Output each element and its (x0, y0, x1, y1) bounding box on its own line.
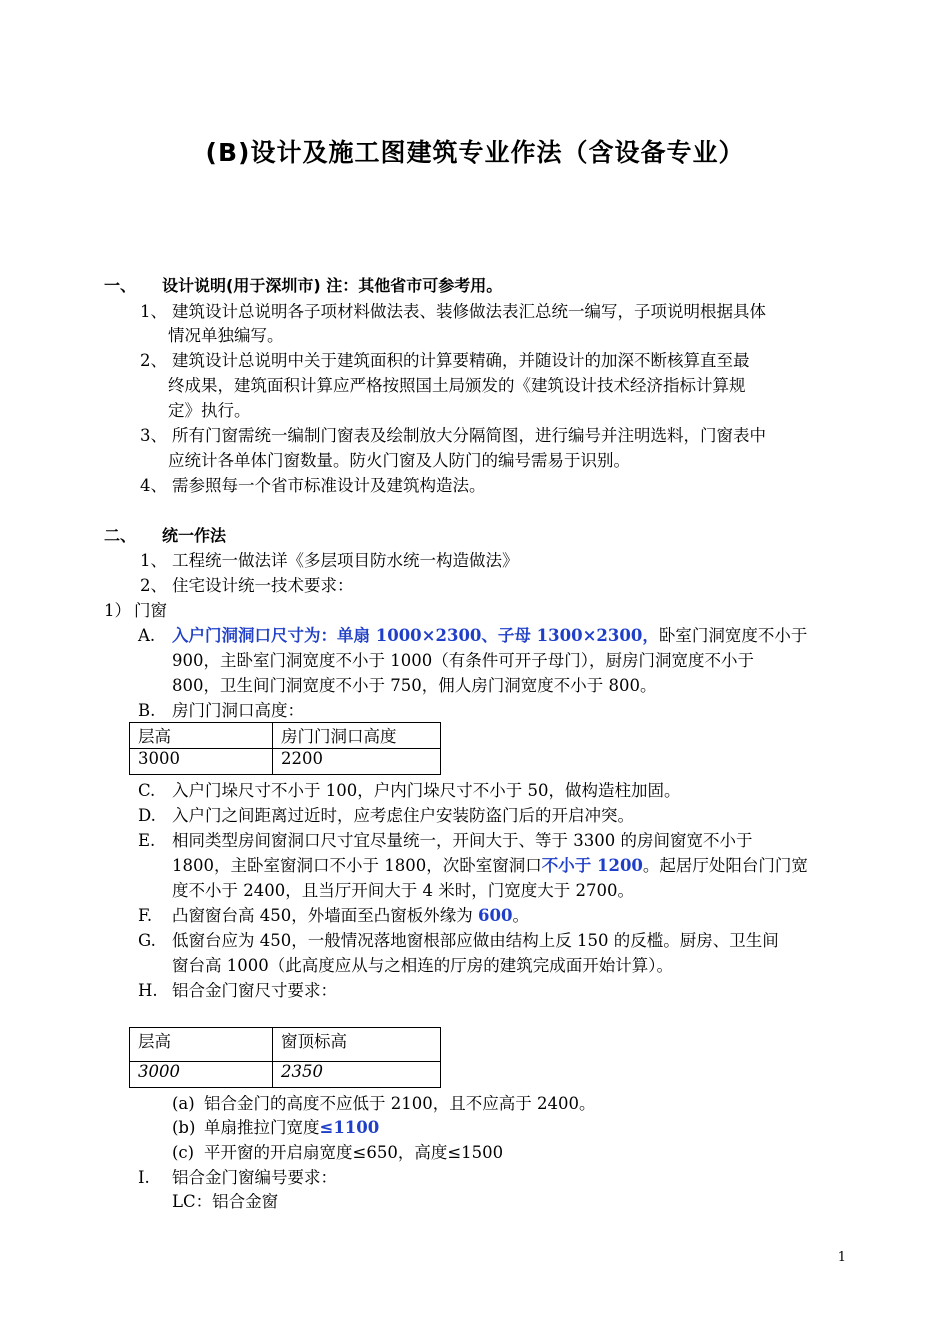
item-e-highlight: 不小于 1200 (541, 856, 643, 875)
s1-item-4-line-1: 需参照每一个省市标准设计及建筑构造法。 (172, 476, 486, 495)
item-c-label: C. (138, 781, 156, 800)
item-b-label: B. (138, 701, 156, 720)
item-i-text: 铝合金门窗编号要求： (172, 1168, 337, 1187)
item-i-label: I. (138, 1168, 150, 1187)
item-f-text (172, 904, 529, 928)
item-b-text: 房门门洞口高度： (172, 701, 304, 720)
table1-header-1: 层高 (130, 723, 273, 749)
item-f-text-end: 。 (512, 906, 529, 925)
s1-item-3-number: 3、 (140, 426, 167, 445)
section-2-number: 二、 (104, 526, 137, 545)
sub-c-label: (c) (172, 1143, 195, 1162)
item-i-line-2: LC：铝合金窗 (172, 1192, 279, 1211)
sub-b-text (204, 1116, 379, 1140)
item-f-highlight: 600 (477, 906, 513, 925)
item-g-line-2: 窗台高 1000（此高度应从与之相连的厅房的建筑完成面开始计算）。 (172, 956, 673, 975)
item-d-text: 入户门之间距离过近时，应考虑住户安装防盗门后的开启冲突。 (172, 806, 634, 825)
item-e-line-2 (172, 854, 808, 878)
item-a-line-1 (172, 624, 807, 648)
s2-item-1-text: 工程统一做法详《多层项目防水统一构造做法》 (172, 551, 519, 570)
s1-item-2-line-2: 终成果，建筑面积计算应严格按照国土局颁发的《建筑设计技术经济指标计算规 (168, 376, 746, 395)
s1-item-2-line-1: 建筑设计总说明中关于建筑面积的计算要精确，并随设计的加深不断核算直至最 (172, 351, 750, 370)
item-f-text-start: 凸窗窗台高 450，外墙面至凸窗板外缘为 (172, 906, 478, 925)
item-e-line-2-end: 。起居厅处阳台门门宽 (642, 856, 808, 875)
section-1-number: 一、 (104, 276, 137, 295)
sub-a-text: 铝合金门的高度不应低于 2100，且不应高于 2400。 (204, 1094, 596, 1113)
table1-header-2: 房门门洞口高度 (273, 723, 441, 749)
item-e-line-2-start: 1800，主卧室窗洞口不小于 1800，次卧室窗洞口 (172, 856, 542, 875)
item-h-label: H. (138, 981, 158, 1000)
item-a-label: A. (138, 626, 156, 645)
sub-b-label: (b) (172, 1118, 196, 1137)
item-g-label: G. (138, 931, 156, 950)
s1-item-1-line-1: 建筑设计总说明各子项材料做法表、装修做法表汇总统一编写，子项说明根据具体 (172, 302, 766, 321)
table2-header-1: 层高 (130, 1028, 273, 1062)
s2-item-1-number: 1、 (140, 551, 167, 570)
item-c-text: 入户门垛尺寸不小于 100，户内门垛尺寸不小于 50，做构造柱加固。 (172, 781, 681, 800)
s2-item-2-number: 2、 (140, 576, 167, 595)
item-a-line-1-rest: 卧室门洞宽度不小于 (658, 626, 808, 645)
s1-item-3-line-2: 应统计各单体门窗数量。防火门窗及人防门的编号需易于识别。 (168, 451, 630, 470)
item-a-line-2: 900，主卧室门洞宽度不小于 1000（有条件可开子母门），厨房门洞宽度不小于 (172, 651, 754, 670)
item-e-line-3: 度不小于 2400，且当厅开间大于 4 米时，门宽度大于 2700。 (172, 881, 634, 900)
section-1-heading: 设计说明(用于深圳市) 注：其他省市可参考用。 (162, 276, 503, 295)
window-height-table (129, 1027, 441, 1088)
document-title: (B)设计及施工图建筑专业作法（含设备专业） (205, 138, 745, 167)
subsection-1-title: 门窗 (134, 601, 167, 620)
item-h-text: 铝合金门窗尺寸要求： (172, 981, 337, 1000)
item-d-label: D. (138, 806, 156, 825)
sub-c-text: 平开窗的开启扇宽度≤650，高度≤1500 (204, 1143, 504, 1162)
item-g-line-1: 低窗台应为 450，一般情况落地窗根部应做由结构上反 150 的反槛。厨房、卫生间 (172, 931, 779, 950)
s1-item-1-number: 1、 (140, 302, 167, 321)
item-a-highlight: 入户门洞洞口尺寸为：单扇 1000×2300、子母 1300×2300， (172, 626, 659, 645)
s1-item-2-number: 2、 (140, 351, 167, 370)
sub-a-label: (a) (172, 1094, 195, 1113)
table2-cell-2: 2350 (273, 1062, 441, 1088)
s2-item-2-text: 住宅设计统一技术要求： (172, 576, 354, 595)
s1-item-2-line-3: 定》执行。 (168, 401, 251, 420)
sub-b-text-start: 单扇推拉门宽度 (204, 1118, 320, 1137)
s1-item-3-line-1: 所有门窗需统一编制门窗表及绘制放大分隔简图，进行编号并注明选料，门窗表中 (172, 426, 766, 445)
s1-item-4-number: 4、 (140, 476, 167, 495)
sub-b-highlight: ≤1100 (319, 1118, 380, 1137)
item-a-line-3: 800，卫生间门洞宽度不小于 750，佣人房门洞宽度不小于 800。 (172, 676, 657, 695)
item-f-label: F. (138, 906, 153, 925)
subsection-1-number: 1） (104, 601, 131, 620)
section-2-heading: 统一作法 (162, 526, 227, 545)
table1-cell-2: 2200 (273, 749, 441, 775)
page-number: 1 (837, 1250, 846, 1265)
table2-header-2: 窗顶标高 (273, 1028, 441, 1062)
table1-cell-1: 3000 (130, 749, 273, 775)
door-height-table (129, 722, 441, 775)
item-e-label: E. (138, 831, 156, 850)
item-e-line-1: 相同类型房间窗洞口尺寸宜尽量统一，开间大于、等于 3300 的房间窗宽不小于 (172, 831, 753, 850)
s1-item-1-line-2: 情况单独编写。 (168, 326, 284, 345)
table2-cell-1: 3000 (130, 1062, 273, 1088)
